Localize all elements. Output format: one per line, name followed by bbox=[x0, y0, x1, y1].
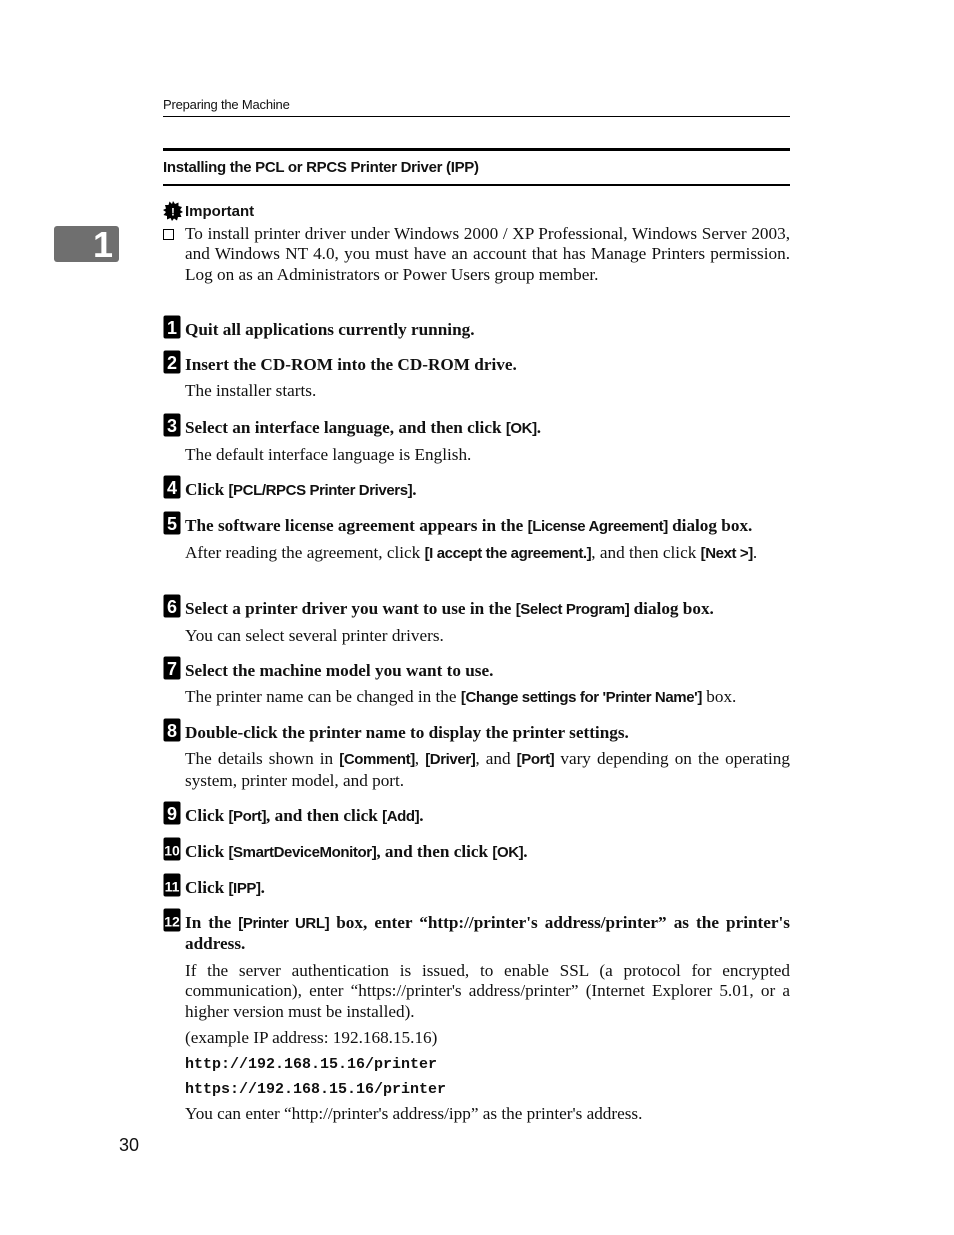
step-number-icon bbox=[163, 873, 181, 897]
step-1 bbox=[163, 315, 790, 340]
ui-label: [Driver] bbox=[425, 751, 476, 769]
svg-text:7: 7 bbox=[166, 659, 178, 679]
ui-label: [Port] bbox=[228, 808, 267, 825]
running-head-text: Preparing the Machine bbox=[163, 97, 290, 112]
ui-label: [Printer URL] bbox=[238, 915, 330, 932]
example-text: (example IP address: 192.168.15.16) bbox=[185, 1028, 438, 1048]
step-title: The software license agreement appears in the [License Agreement] dialog box. bbox=[185, 516, 753, 535]
ui-label: [Add] bbox=[382, 808, 420, 825]
step-7 bbox=[163, 656, 790, 709]
svg-text:!: ! bbox=[171, 206, 175, 219]
section-heading bbox=[163, 148, 790, 186]
step-body: You can select several printer drivers. bbox=[185, 626, 444, 646]
svg-text:2: 2 bbox=[166, 353, 178, 373]
ui-label: [Comment] bbox=[339, 751, 415, 769]
code-line: https://192.168.15.16/printer bbox=[185, 1081, 447, 1099]
ui-label: [I accept the agreement.] bbox=[424, 545, 592, 563]
step-number-icon bbox=[163, 350, 181, 374]
ui-label: [Next >] bbox=[700, 545, 753, 563]
ui-label: [License Agreement] bbox=[527, 518, 668, 535]
step-body: If the server authentication is issued, to enable SSL (a protocol for encrypted communication), enter “https://printer's address/printer” (Internet Explorer 5.01, or a higher version must be installed). bbox=[185, 960, 790, 1021]
chapter-tab bbox=[54, 224, 119, 265]
section-title: Installing the PCL or RPCS Printer Driver (IPP) bbox=[163, 159, 479, 176]
step-number-icon bbox=[163, 908, 181, 932]
step-4 bbox=[163, 475, 790, 501]
step-title: Click [IPP]. bbox=[185, 878, 265, 897]
step-number-icon bbox=[163, 656, 181, 680]
svg-text:12: 12 bbox=[164, 913, 180, 930]
important-note bbox=[163, 200, 790, 285]
svg-text:1: 1 bbox=[166, 318, 178, 338]
page-number: 30 bbox=[119, 1135, 140, 1155]
step-title: Quit all applications currently running. bbox=[185, 320, 475, 339]
ui-label: [PCL/RPCS Printer Drivers] bbox=[228, 482, 413, 499]
step-11 bbox=[163, 873, 790, 899]
ui-label: [IPP] bbox=[228, 880, 261, 897]
step-title: Select an interface language, and then click [OK]. bbox=[185, 418, 541, 437]
ui-label: [OK] bbox=[492, 844, 524, 861]
step-12 bbox=[163, 908, 790, 1125]
step-2 bbox=[163, 350, 790, 402]
step-9 bbox=[163, 801, 790, 827]
step-title: Click [PCL/RPCS Printer Drivers]. bbox=[185, 480, 417, 499]
svg-text:10: 10 bbox=[164, 842, 180, 859]
step-title: In the [Printer URL] box, enter “http://printer's address/printer” as the printer's address. bbox=[185, 913, 790, 954]
ui-label: [Select Program] bbox=[515, 601, 630, 618]
step-title: Select a printer driver you want to use in the [Select Program] dialog box. bbox=[185, 599, 714, 618]
important-item: To install printer driver under Windows 2000 / XP Professional, Windows Server 2003, and Windows NT 4.0, you must have an account that has Manage Printers permission. Log on as an Administrators or Power Users group member. bbox=[163, 224, 790, 285]
step-number-icon bbox=[163, 315, 181, 339]
svg-text:8: 8 bbox=[166, 721, 178, 741]
step-body: After reading the agreement, click [I accept the agreement.], and then click [Next >]. bbox=[185, 543, 758, 563]
step-title: Insert the CD-ROM into the CD-ROM drive. bbox=[185, 355, 517, 374]
step-body: The installer starts. bbox=[185, 381, 317, 401]
ui-label: [OK] bbox=[505, 420, 537, 437]
code-line: http://192.168.15.16/printer bbox=[185, 1056, 438, 1074]
step-6 bbox=[163, 594, 790, 647]
step-8 bbox=[163, 718, 790, 791]
svg-text:5: 5 bbox=[166, 514, 178, 534]
step-number-icon bbox=[163, 718, 181, 742]
svg-text:3: 3 bbox=[166, 416, 178, 436]
step-number-icon bbox=[163, 475, 181, 499]
step-number-icon bbox=[163, 801, 181, 825]
step-3 bbox=[163, 413, 790, 466]
step-number-icon bbox=[163, 413, 181, 437]
ui-label: [Port] bbox=[516, 751, 555, 769]
svg-text:9: 9 bbox=[166, 804, 178, 824]
chapter-number: 1 bbox=[92, 224, 113, 265]
svg-text:11: 11 bbox=[164, 878, 180, 895]
svg-text:6: 6 bbox=[166, 597, 178, 617]
step-title: Click [Port], and then click [Add]. bbox=[185, 806, 424, 825]
step-body: The details shown in [Comment], [Driver], and [Port] vary depending on the operating system, printer model, and port. bbox=[185, 749, 790, 790]
running-head bbox=[163, 96, 790, 117]
step-number-icon bbox=[163, 511, 181, 535]
step-number-icon bbox=[163, 837, 181, 861]
step-5 bbox=[163, 511, 790, 565]
svg-text:4: 4 bbox=[166, 478, 178, 498]
checkbox-icon bbox=[163, 229, 174, 240]
step-title: Select the machine model you want to use. bbox=[185, 661, 494, 680]
step-body: The printer name can be changed in the [Change settings for 'Printer Name'] box. bbox=[185, 687, 737, 707]
note-text: You can enter “http://printer's address/ipp” as the printer's address. bbox=[185, 1104, 643, 1124]
step-body: The default interface language is English. bbox=[185, 445, 472, 465]
ui-label: [Change settings for 'Printer Name'] bbox=[460, 689, 702, 707]
important-title: Important bbox=[185, 202, 255, 220]
step-title: Double-click the printer name to display the printer settings. bbox=[185, 723, 629, 742]
step-number-icon bbox=[163, 594, 181, 618]
step-title: Click [SmartDeviceMonitor], and then click [OK]. bbox=[185, 842, 528, 861]
ui-label: [SmartDeviceMonitor] bbox=[228, 844, 377, 861]
step-10 bbox=[163, 837, 790, 863]
important-icon bbox=[163, 201, 183, 221]
